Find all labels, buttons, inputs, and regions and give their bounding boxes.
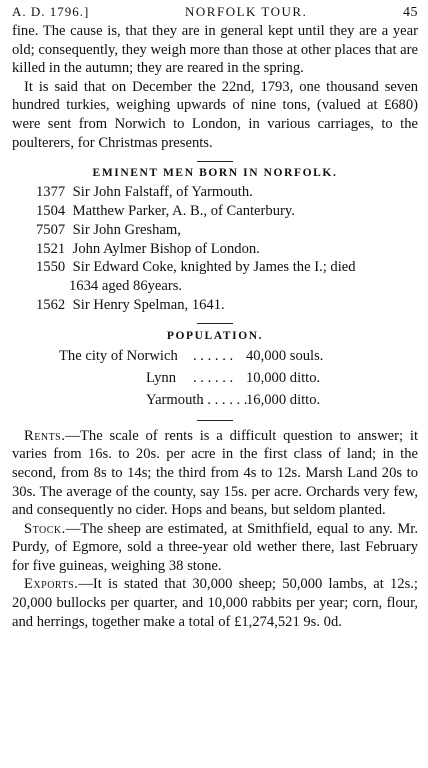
rents-text: —The scale of rents is a difficult question to answer; it varies from 16s. to 20s. per acre in the first class of land; in the second, from 8s to 14s; the third from 4s to 12s. Marsh Land 20s to 30s. The average of the county, say 15s. per acre. Orchards very few, and consequently no cider. Hops and beans, but seldom planted. bbox=[12, 427, 418, 519]
eminent-men-list bbox=[36, 183, 418, 315]
exports-label: Exports. bbox=[24, 576, 79, 593]
rents-label: Rents. bbox=[24, 427, 66, 444]
entry-continuation: 1634 aged 86years. bbox=[69, 278, 183, 295]
entry-year: 1504 bbox=[36, 202, 66, 219]
list-item bbox=[36, 296, 418, 315]
section-divider bbox=[197, 420, 233, 421]
entry-year: 1550 bbox=[36, 259, 66, 276]
leader-dots: . . . . . . bbox=[193, 347, 234, 364]
entry-year: 7507 bbox=[36, 221, 66, 238]
population-value: 16,000 ditto. bbox=[246, 391, 321, 408]
population-table bbox=[12, 346, 418, 412]
stock-text: —The sheep are estimated, at Smithfield, equal to any. Mr. Purdy, of Egmore, sold a three-year old wether there, last February for five guineas, weighing 38 stone. bbox=[12, 520, 418, 574]
entry-text: John Aylmer Bishop of London. bbox=[72, 240, 260, 257]
table-row bbox=[12, 390, 418, 412]
table-row bbox=[12, 368, 418, 390]
entry-text: Sir John Falstaff, of Yarmouth. bbox=[72, 184, 253, 201]
list-item bbox=[36, 202, 418, 221]
entry-text: Sir Henry Spelman, 1641. bbox=[72, 296, 225, 313]
intro-paragraph-2: It is said that on December the 22nd, 1793, one thousand seven hundred turkies, weighing upwards of nine tons, (valued at £680) were sent from Norwich to London, in various carriages, to the poulterers, for Christmas presents. bbox=[12, 78, 418, 151]
rents-paragraph bbox=[12, 427, 418, 520]
place-name: Yarmouth bbox=[146, 391, 204, 408]
exports-text: —It is stated that 30,000 sheep; 50,000 lambs, at 12s.; 20,000 bullocks per quarter, and 10,000 rabbits per year; corn, flour, and herrings, together make a total of £1,274,521 9s. 0d. bbox=[12, 576, 418, 630]
leader-dots: . . . . . . bbox=[193, 369, 234, 386]
table-row bbox=[12, 346, 418, 368]
place-name: The city of Norwich bbox=[59, 347, 178, 364]
entry-year: 1521 bbox=[36, 240, 66, 257]
entry-text: Sir John Gresham, bbox=[72, 221, 181, 238]
population-value: 40,000 souls. bbox=[246, 347, 324, 364]
stock-label: Stock. bbox=[24, 520, 66, 537]
header-date: A. D. 1796.] bbox=[12, 4, 90, 19]
population-value: 10,000 ditto. bbox=[246, 369, 321, 386]
intro-paragraph-1: fine. The cause is, that they are in general kept until they are a year old; consequently, they weigh more than those at other places that are killed in the autumn; they are reared in the spring. bbox=[12, 23, 418, 77]
list-item bbox=[36, 240, 418, 259]
entry-text: Sir Edward Coke, knighted by James the I.; died bbox=[72, 259, 356, 276]
entry-text: Matthew Parker, A. B., of Canterbury. bbox=[72, 202, 295, 219]
entry-year: 1562 bbox=[36, 296, 66, 313]
population-heading: POPULATION. bbox=[166, 329, 264, 342]
list-item bbox=[36, 221, 418, 240]
place-name: Lynn bbox=[146, 369, 176, 386]
section-divider bbox=[197, 323, 233, 324]
entry-year: 1377 bbox=[36, 184, 66, 201]
eminent-men-heading: EMINENT MEN BORN IN NORFOLK. bbox=[92, 167, 338, 180]
leader-dots: . . . . . . . bbox=[200, 391, 248, 408]
running-header bbox=[12, 4, 418, 22]
page-number: 45 bbox=[403, 5, 418, 20]
header-title: NORFOLK TOUR. bbox=[185, 4, 308, 19]
stock-paragraph bbox=[12, 520, 418, 576]
list-item bbox=[36, 258, 418, 277]
section-divider bbox=[197, 161, 233, 162]
list-item bbox=[36, 183, 418, 202]
exports-paragraph bbox=[12, 575, 418, 631]
